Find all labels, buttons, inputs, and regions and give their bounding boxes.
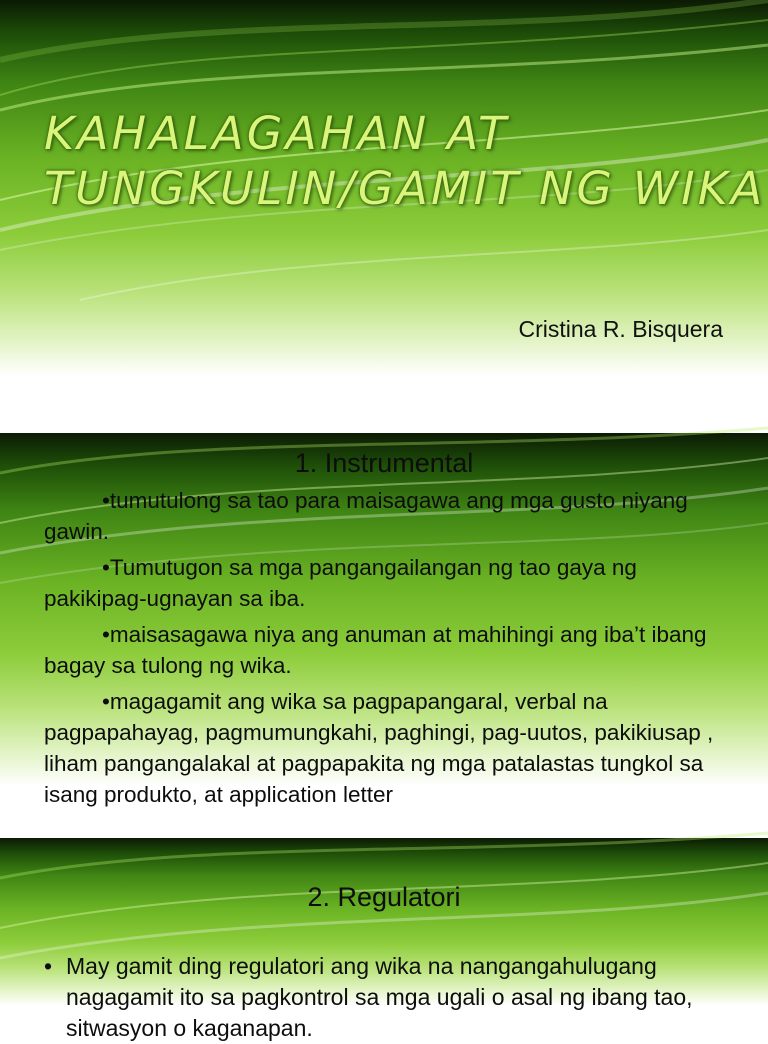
author-name: Cristina R. Bisquera (518, 316, 723, 342)
bullet-paragraph: •Tumutugon sa mga pangangailangan ng tao gaya ng pakikipag-ugnayan sa iba. (44, 555, 637, 611)
list-item (44, 951, 744, 1044)
slide-title-line-1: KAHALAGAHAN AT (44, 107, 510, 160)
bullet-paragraph: •maisasagawa niya ang anuman at mahihingi ang iba’t ibang bagay sa tulong ng wika. (44, 622, 707, 678)
instrumental-slide (0, 433, 768, 825)
bullet-paragraph: •magagamit ang wika sa pagpapangaral, verbal na pagpapahayag, pagmumungkahi, paghingi, pag-uutos, pakikiusap , liham pangangalakal at pagpapakita ng mga patalastas tungkol sa isang produkto, at application letter (44, 689, 714, 807)
title-slide (0, 0, 768, 418)
regulatori-slide (0, 838, 768, 1041)
bullet-icon: • (44, 953, 53, 979)
slide-heading: 1. Instrumental (294, 448, 474, 478)
bullet-text-block (44, 485, 734, 815)
slide-title-line-2: TUNGKULIN/GAMIT NG WIKA (44, 162, 766, 215)
bullet-list (44, 951, 744, 1044)
bullet-text: May gamit ding regulatori ang wika na nangangahulugang nagagamit ito sa pagkontrol sa mga ugali o asal ng ibang tao, sitwasyon o kaganapan. (66, 953, 693, 1041)
slide-heading: 2. Regulatori (307, 882, 461, 912)
bullet-paragraph: •tumutulong sa tao para maisagawa ang mga gusto niyang gawin. (44, 488, 688, 544)
